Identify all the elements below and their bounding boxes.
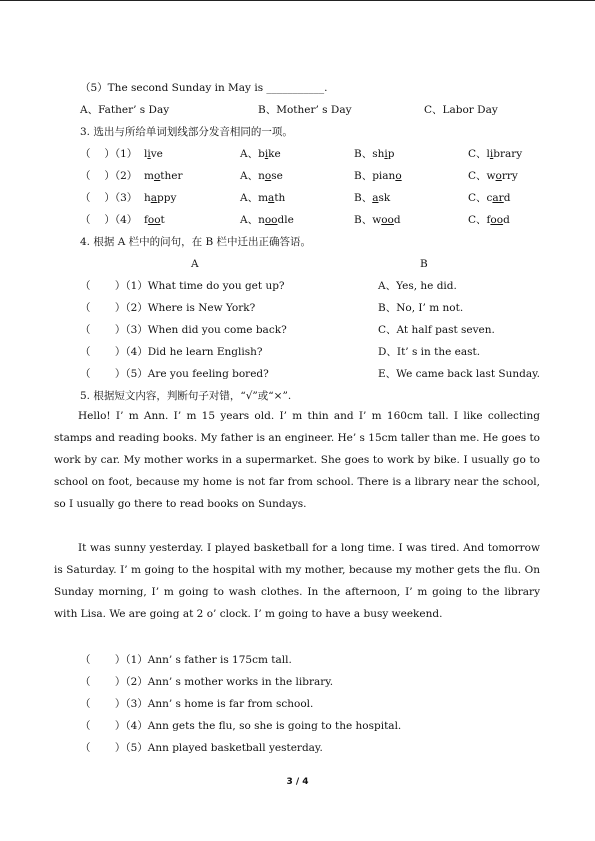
s3-row2-c: C、worry	[468, 170, 518, 182]
s3-row4-word: foot	[144, 214, 165, 226]
s3-row1-b: B、ship	[354, 148, 395, 160]
column-b-header: B	[420, 258, 428, 270]
q5-stem: （5）The second Sunday in May is ___________.	[80, 82, 328, 94]
s3-row3-c: C、card	[468, 192, 511, 204]
s3-row3-word: happy	[144, 192, 177, 204]
q5-option-b: B、Mother’ s Day	[258, 104, 352, 116]
s4-answer-a: A、Yes, he did.	[378, 280, 457, 292]
s4-question-1: （ ）（1）What time do you get up?	[80, 280, 285, 292]
s3-row4-num: （ ）（4）	[80, 214, 138, 226]
page-number: 3 / 4	[286, 777, 309, 787]
s4-answer-e: E、We came back last Sunday.	[378, 368, 541, 380]
s3-row3-b: B、ask	[354, 192, 391, 204]
s3-row4-c: C、food	[468, 214, 510, 226]
s5-item-3: （ ）（3）Ann’ s home is far from school.	[80, 698, 314, 710]
page-top-border	[0, 0, 595, 1]
s5-item-2: （ ）（2）Ann’ s mother works in the library.	[80, 676, 334, 688]
s3-row4-a: A、noodle	[240, 214, 294, 226]
s5-item-1: （ ）（1）Ann’ s father is 175cm tall.	[80, 654, 292, 666]
s3-row2-num: （ ）（2）	[80, 170, 138, 182]
s4-question-5: （ ）（5）Are you feeling bored?	[80, 368, 269, 380]
s5-item-5: （ ）（5）Ann played basketball yesterday.	[80, 742, 323, 754]
passage-paragraph-1: Hello! I’ m Ann. I’ m 15 years old. I’ m thin and I’ m 160cm tall. I like collecting stamps and reading books. My father is an engineer. He’ s 15cm taller than me. He goes to work by car. My mother works in a supermarket. She goes to work by bike. I usually go to school on foot, because my home is not far from school. There is a library near the school, so I usually go there to read books on Sundays.	[54, 410, 540, 510]
s3-row2-a: A、nose	[240, 170, 283, 182]
s4-answer-d: D、It’ s in the east.	[378, 346, 481, 358]
s3-row3-num: （ ）（3）	[80, 192, 138, 204]
section-5-title: 5. 根据短文内容，判断句子对错，“√”或“×”.	[80, 390, 292, 402]
section-4-title: 4. 根据 A 栏中的问句，在 B 栏中迁出正确答语。	[80, 236, 312, 248]
s3-row1-a: A、bike	[240, 148, 281, 160]
s5-item-4: （ ）（4）Ann gets the flu, so she is going to the hospital.	[80, 720, 402, 732]
section-3-title: 3. 选出与所给单词划线部分发音相同的一项。	[80, 126, 293, 138]
s3-row2-word: mother	[144, 170, 183, 182]
q5-option-c: C、Labor Day	[424, 104, 498, 116]
s4-question-3: （ ）（3）When did you come back?	[80, 324, 287, 336]
s3-row1-word: live	[144, 148, 163, 160]
s3-row1-c: C、library	[468, 148, 523, 160]
s4-question-2: （ ）（2）Where is New York?	[80, 302, 256, 314]
column-a-header: A	[191, 258, 199, 270]
s4-answer-b: B、No, I’ m not.	[378, 302, 464, 314]
q5-option-a: A、Father’ s Day	[80, 104, 170, 116]
s3-row2-b: B、piano	[354, 170, 402, 182]
s4-question-4: （ ）（4）Did he learn English?	[80, 346, 263, 358]
passage-paragraph-2: It was sunny yesterday. I played basketball for a long time. I was tired. And tomorrow is Saturday. I’ m going to the hospital with my mother, because my mother gets the flu. On Sunday morning, I’ m going to wash clothes. In the afternoon, I’ m going to the library with Lisa. We are going at 2 o’ clock. I’ m going to have a busy weekend.	[54, 542, 540, 620]
s4-answer-c: C、At half past seven.	[378, 324, 495, 336]
s3-row1-num: （ ）（1）	[80, 148, 138, 160]
s3-row4-b: B、wood	[354, 214, 401, 226]
s3-row3-a: A、math	[240, 192, 286, 204]
